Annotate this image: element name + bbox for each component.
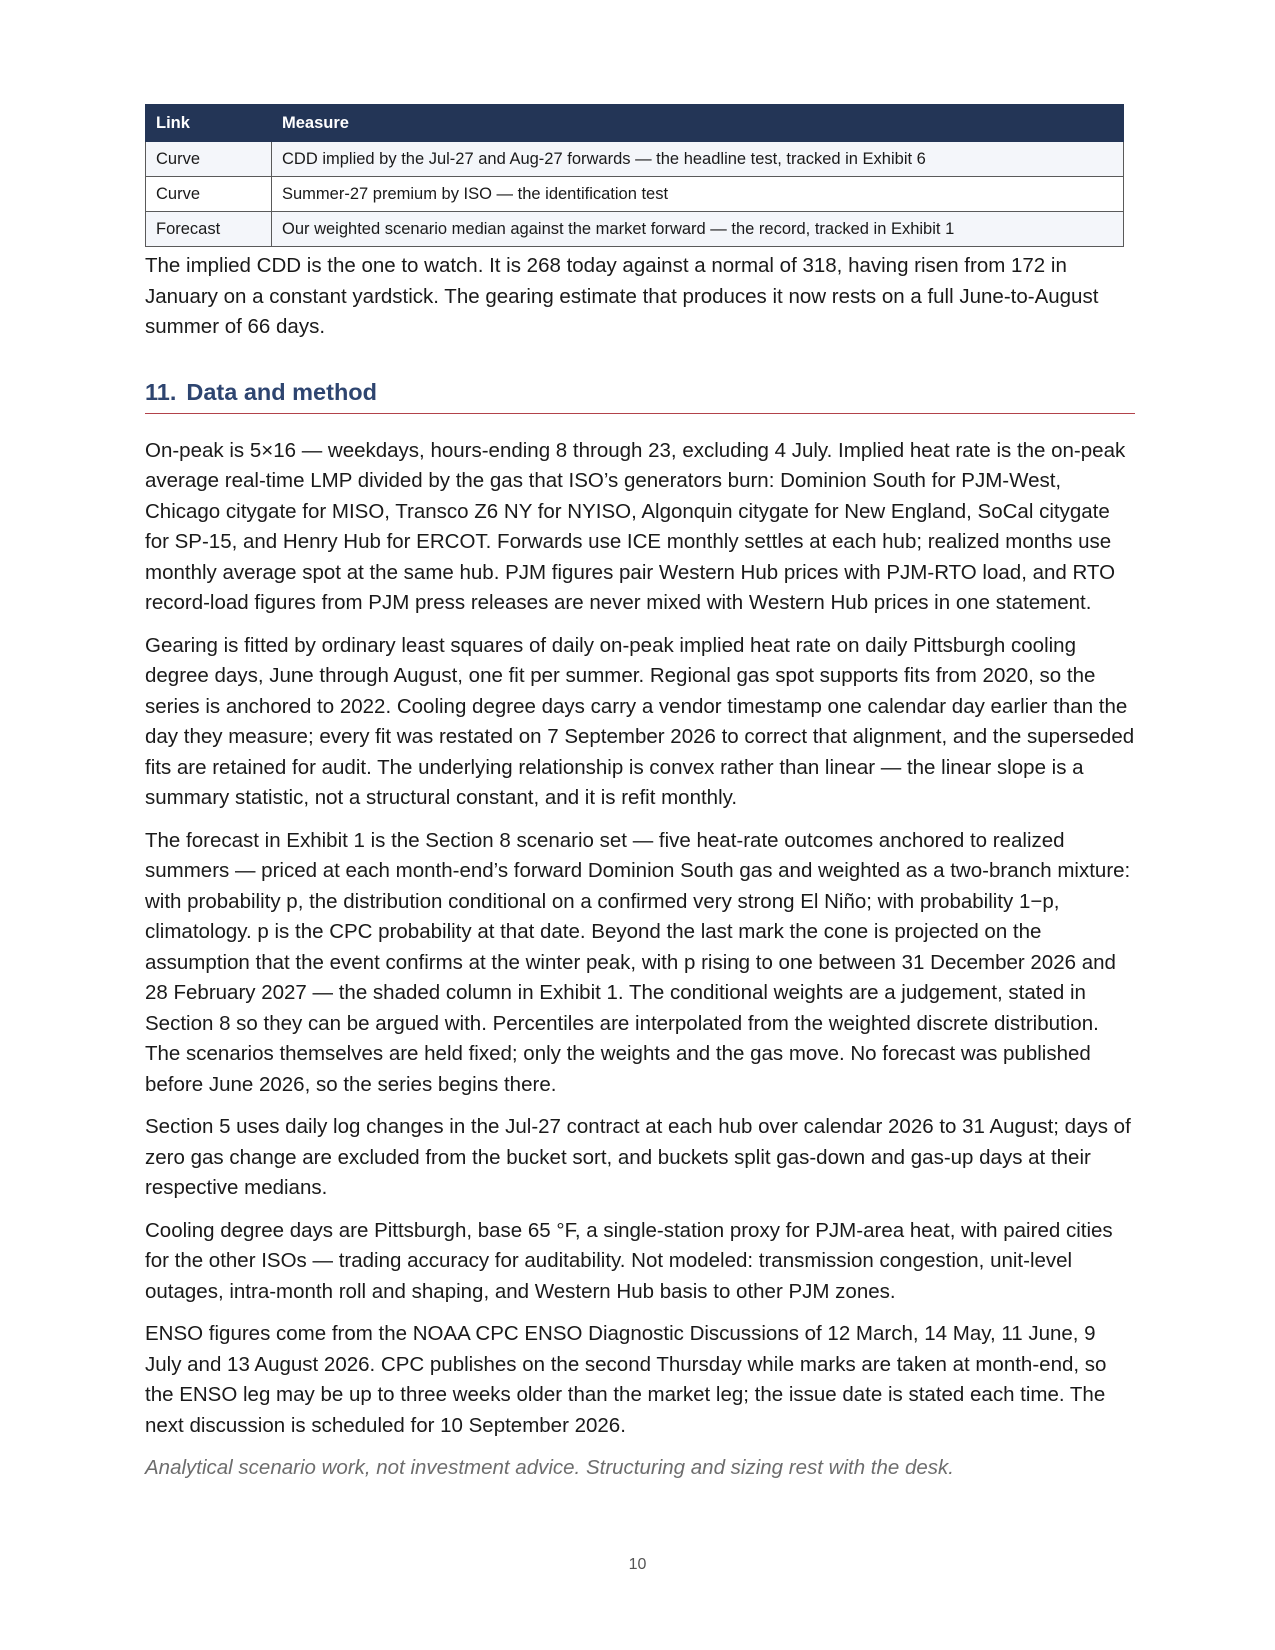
table-cell-measure: Summer-27 premium by ISO — the identification test bbox=[272, 177, 1124, 212]
table-header-link: Link bbox=[146, 105, 272, 142]
table-row bbox=[146, 142, 1124, 177]
table-cell-measure: Our weighted scenario median against the market forward — the record, tracked in Exhibit 1 bbox=[272, 212, 1124, 247]
section-heading bbox=[145, 379, 1135, 414]
table-cell-link: Curve bbox=[146, 177, 272, 212]
body-paragraph: Cooling degree days are Pittsburgh, base 65 °F, a single-station proxy for PJM-area heat, with paired cities for the other ISOs — trading accuracy for auditability. Not modeled: transmission congestion, unit-level outages, intra-month roll and shaping, and Western Hub basis to other PJM zones. bbox=[145, 1218, 1113, 1303]
body-paragraph: The forecast in Exhibit 1 is the Section 8 scenario set — five heat-rate outcomes anchored to realized summers — priced at each month-end’s forward Dominion South gas and weighted as a two-branch mixture: with probability p, the distribution conditional on a confirmed very strong El Niño; with probability 1−p, climatology. p is the CPC probability at that date. Beyond the last mark the cone is projected on the assumption that the event confirms at the winter peak, with p rising to one between 31 December 2026 and 28 February 2027 — the shaded column in Exhibit 1. The conditional weights are a judgement, stated in Section 8 so they can be argued with. Percentiles are interpolated from the weighted discrete distribution. The scenarios themselves are held fixed; only the weights and the gas move. No forecast was published before June 2026, so the series begins there. bbox=[145, 828, 1131, 1096]
table-row bbox=[146, 212, 1124, 247]
disclaimer-note: Analytical scenario work, not investment advice. Structuring and sizing rest with the desk. bbox=[145, 1456, 954, 1479]
body-paragraph: ENSO figures come from the NOAA CPC ENSO Diagnostic Discussions of 12 March, 14 May, 11 June, 9 July and 13 August 2026. CPC publishes on the second Thursday while marks are taken at month-end, so the ENSO leg may be up to three weeks older than the market leg; the issue date is stated each time. The next discussion is scheduled for 10 September 2026. bbox=[145, 1322, 1107, 1437]
section-number: 11. bbox=[145, 378, 177, 405]
table-cell-link: Forecast bbox=[146, 212, 272, 247]
page-number: 10 bbox=[628, 1556, 647, 1573]
body-paragraph: On-peak is 5×16 — weekdays, hours-ending 8 through 23, excluding 4 July. Implied heat rate is the on-peak average real-time LMP divided by the gas that ISO’s generators burn: Dominion South for PJM-West, Chicago citygate for MISO, Transco Z6 NY for NYISO, Algonquin citygate for New England, SoCal citygate for SP-15, and Henry Hub for ERCOT. Forwards use ICE monthly settles at each hub; realized months use monthly average spot at the same hub. PJM figures pair Western Hub prices with PJM-RTO load, and RTO record-load figures from PJM press releases are never mixed with Western Hub prices in one statement. bbox=[145, 438, 1126, 614]
document-page bbox=[145, 104, 1135, 1484]
measures-table bbox=[145, 104, 1124, 247]
table-cell-measure: CDD implied by the Jul-27 and Aug-27 forwards — the headline test, tracked in Exhibit 6 bbox=[272, 142, 1124, 177]
body-paragraph: Gearing is fitted by ordinary least squares of daily on-peak implied heat rate on daily Pittsburgh cooling degree days, June through August, one fit per summer. Regional gas spot supports fits from 2020, so the series is anchored to 2022. Cooling degree days carry a vendor timestamp one calendar day earlier than the day they measure; every fit was restated on 7 September 2026 to correct that alignment, and the superseded fits are retained for audit. The underlying relationship is convex rather than linear — the linear slope is a summary statistic, not a structural constant, and it is refit monthly. bbox=[145, 633, 1135, 809]
table-header-measure: Measure bbox=[272, 105, 1124, 142]
table-row bbox=[146, 177, 1124, 212]
table-cell-link: Curve bbox=[146, 142, 272, 177]
body-paragraph: Section 5 uses daily log changes in the Jul-27 contract at each hub over calendar 2026 to 31 August; days of zero gas change are excluded from the bucket sort, and buckets split gas-down and gas-up days at their respective medians. bbox=[145, 1115, 1131, 1199]
section-title: Data and method bbox=[186, 378, 378, 405]
table-header-row bbox=[146, 105, 1124, 142]
lead-paragraph: The implied CDD is the one to watch. It is 268 today against a normal of 318, having risen from 172 in January on a constant yardstick. The gearing estimate that produces it now rests on a full June-to-August summer of 66 days. bbox=[145, 254, 1099, 338]
